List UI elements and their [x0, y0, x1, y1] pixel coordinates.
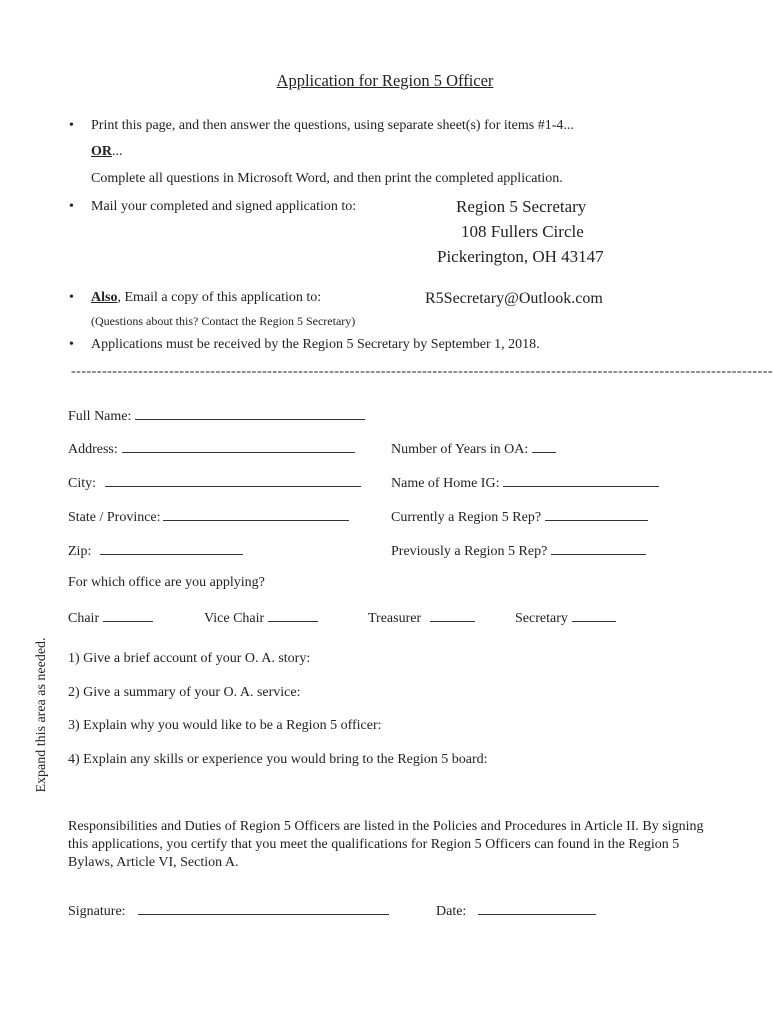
full-name-label: Full Name:: [68, 409, 132, 424]
state-line[interactable]: [163, 508, 349, 521]
office-question: For which office are you applying?: [68, 575, 265, 590]
years-field[interactable]: [391, 440, 556, 459]
years-line[interactable]: [532, 440, 556, 453]
current-rep-field[interactable]: [391, 508, 648, 527]
treasurer-label: Treasurer: [368, 611, 422, 626]
state-field[interactable]: [68, 508, 349, 527]
question-4: 4) Explain any skills or experience you would bring to the Region 5 board:: [68, 752, 488, 767]
date-label: Date:: [436, 904, 467, 919]
mail-instruction: • Mail your completed and signed application to:: [91, 199, 356, 216]
or-line: [91, 144, 123, 161]
or-label: OR: [91, 144, 112, 159]
email-instruction: [91, 290, 321, 307]
print-instruction: • Print this page, and then answer the questions, using separate sheet(s) for items #1-4...: [91, 118, 574, 135]
question-2: 2) Give a summary of your O. A. service:: [68, 685, 301, 700]
address-field[interactable]: [68, 440, 355, 459]
home-ig-field[interactable]: [391, 474, 659, 493]
chair-line[interactable]: [103, 609, 153, 622]
treasurer-line[interactable]: [430, 609, 475, 622]
email-address: R5Secretary@Outlook.com: [425, 290, 603, 307]
also-label: Also: [91, 290, 118, 305]
state-label: State / Province:: [68, 510, 161, 525]
full-name-line[interactable]: [135, 407, 365, 420]
word-instruction: Complete all questions in Microsoft Word, and then print the completed application.: [91, 171, 563, 186]
date-line[interactable]: [478, 902, 596, 915]
mail-city: Pickerington, OH 43147: [437, 247, 604, 266]
vice-chair-line[interactable]: [268, 609, 318, 622]
expand-area-note: Expand this area as needed.: [34, 637, 49, 793]
address-label: Address:: [68, 442, 118, 457]
secretary-line[interactable]: [572, 609, 616, 622]
separator-line: ----------------------------------------------------------------------------------------------------------------------------------------: [71, 364, 773, 379]
previous-rep-field[interactable]: [391, 542, 646, 561]
full-name-field[interactable]: [68, 407, 365, 426]
address-line[interactable]: [122, 440, 355, 453]
or-suffix: ...: [112, 144, 123, 159]
page-title: Application for Region 5 Officer: [276, 71, 494, 90]
zip-line[interactable]: [100, 542, 243, 555]
zip-label: Zip:: [68, 544, 92, 559]
home-ig-label: Name of Home IG:: [391, 476, 500, 491]
chair-label: Chair: [68, 611, 100, 626]
mail-recipient: Region 5 Secretary: [456, 197, 587, 216]
secretary-label: Secretary: [515, 611, 568, 626]
zip-field[interactable]: [68, 542, 243, 561]
question-3: 3) Explain why you would like to be a Region 5 officer:: [68, 718, 382, 733]
years-label: Number of Years in OA:: [391, 442, 529, 457]
questions-note: (Questions about this? Contact the Region 5 Secretary): [91, 314, 356, 328]
deadline-notice: • Applications must be received by the Region 5 Secretary by September 1, 2018.: [91, 337, 540, 354]
city-line[interactable]: [105, 474, 361, 487]
office-chair[interactable]: [68, 609, 153, 628]
vice-chair-label: Vice Chair: [204, 611, 265, 626]
signature-line[interactable]: [138, 902, 389, 915]
mail-street: 108 Fullers Circle: [461, 222, 584, 241]
signature-field[interactable]: [68, 902, 389, 921]
city-label: City:: [68, 476, 97, 491]
signature-label: Signature:: [68, 904, 126, 919]
previous-rep-line[interactable]: [551, 542, 646, 555]
question-1: 1) Give a brief account of your O. A. story:: [68, 651, 311, 666]
current-rep-label: Currently a Region 5 Rep?: [391, 510, 542, 525]
previous-rep-label: Previously a Region 5 Rep?: [391, 544, 548, 559]
responsibilities-paragraph: Responsibilities and Duties of Region 5 Officers are listed in the Policies and Procedures in Article II. By signing this applications, you certify that you meet the qualifications for Region 5 Officers can found in the Region 5 Bylaws, Article VI, Section A.: [68, 819, 704, 870]
office-vice-chair[interactable]: [204, 609, 318, 628]
city-field[interactable]: [68, 474, 361, 493]
office-secretary[interactable]: [515, 609, 616, 628]
office-treasurer[interactable]: [368, 609, 475, 628]
home-ig-line[interactable]: [503, 474, 659, 487]
current-rep-line[interactable]: [545, 508, 648, 521]
date-field[interactable]: [436, 902, 596, 921]
email-instruction-text: , Email a copy of this application to:: [117, 290, 322, 305]
